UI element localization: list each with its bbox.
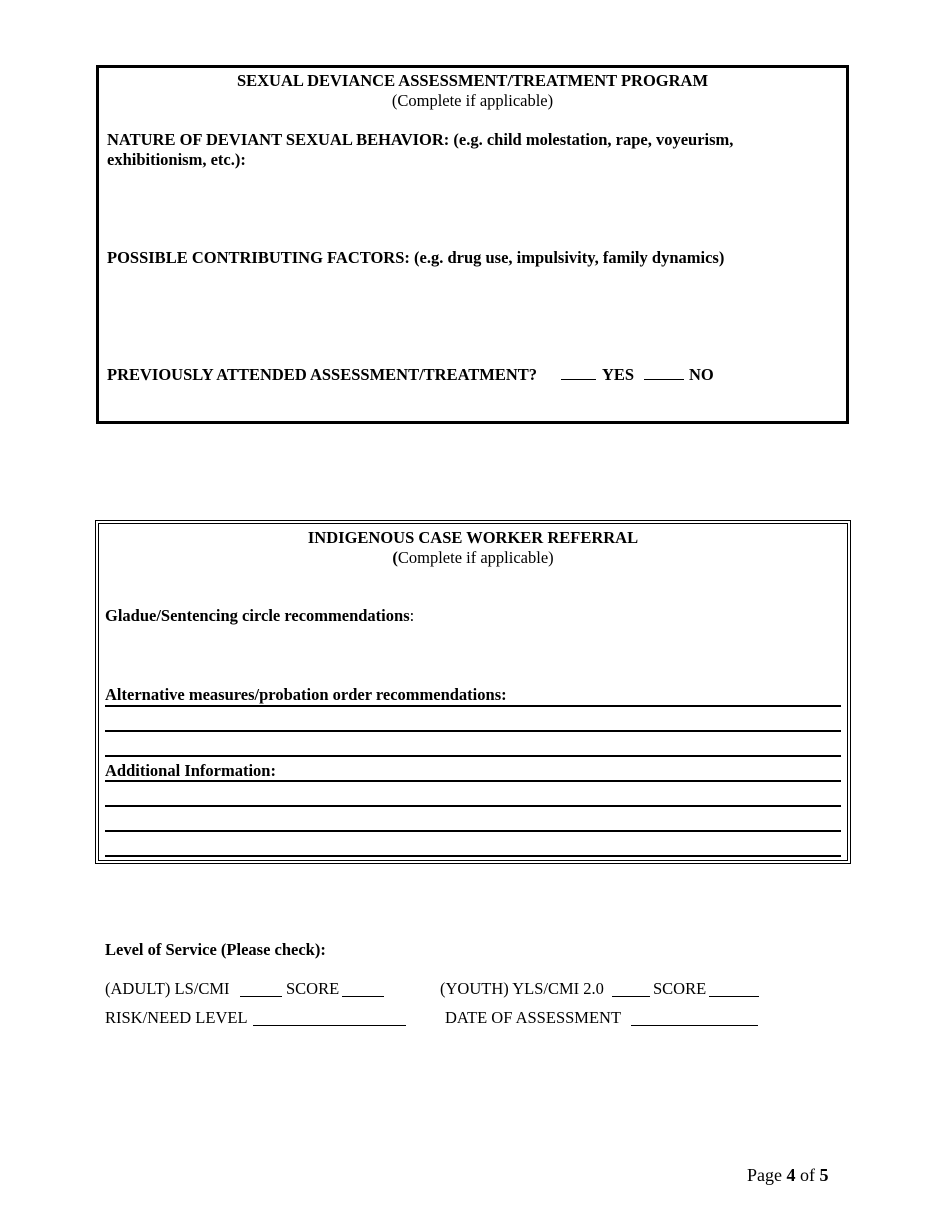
factors-label: POSSIBLE CONTRIBUTING FACTORS: (e.g. drug use, impulsivity, family dynamics) <box>107 248 725 267</box>
youth-ylscmi-label: (YOUTH) YLS/CMI 2.0 <box>440 979 604 998</box>
write-line[interactable] <box>105 780 841 782</box>
section-subtitle: (Complete if applicable) <box>391 91 554 110</box>
page-number <box>747 1165 829 1186</box>
no-checkbox[interactable] <box>644 379 684 380</box>
risk-need-field[interactable] <box>253 1025 406 1026</box>
write-line[interactable] <box>105 855 841 857</box>
alternative-measures-label: Alternative measures/probation order recommendations: <box>105 685 507 704</box>
write-line[interactable] <box>105 755 841 757</box>
date-of-assessment-field[interactable] <box>631 1025 758 1026</box>
subtitle-paren: ( <box>392 548 398 567</box>
sexual-deviance-section <box>96 65 849 424</box>
yes-checkbox[interactable] <box>561 379 596 380</box>
page-current: 4 <box>786 1165 796 1185</box>
factors-field[interactable] <box>107 272 837 358</box>
section-title: SEXUAL DEVIANCE ASSESSMENT/TREATMENT PROGRAM <box>236 71 709 90</box>
adult-score-label: SCORE <box>286 979 340 998</box>
previous-treatment-label: PREVIOUSLY ATTENDED ASSESSMENT/TREATMENT? <box>107 365 538 384</box>
indigenous-referral-section <box>95 520 851 864</box>
additional-info-label: Additional Information: <box>105 761 276 780</box>
gladue-label <box>105 606 414 626</box>
adult-lscmi-checkbox[interactable] <box>240 996 282 997</box>
write-line[interactable] <box>105 830 841 832</box>
section-subtitle <box>99 548 847 568</box>
write-line[interactable] <box>105 805 841 807</box>
gladue-colon: : <box>409 606 415 625</box>
risk-need-label: RISK/NEED LEVEL <box>105 1008 248 1027</box>
yes-label: YES <box>602 365 635 384</box>
nature-field[interactable] <box>107 176 837 242</box>
service-heading: Level of Service (Please check): <box>105 940 326 959</box>
gladue-label-text: Gladue/Sentencing circle recommendations <box>105 606 410 625</box>
page-word: Page <box>747 1165 782 1185</box>
section-title: INDIGENOUS CASE WORKER REFERRAL <box>307 528 639 547</box>
page-total: 5 <box>819 1165 829 1185</box>
no-label: NO <box>689 365 714 384</box>
write-line[interactable] <box>105 705 841 707</box>
gladue-field[interactable] <box>105 628 841 678</box>
subtitle-rest: Complete if applicable) <box>397 548 554 567</box>
youth-score-field[interactable] <box>709 996 759 997</box>
write-line[interactable] <box>105 730 841 732</box>
youth-ylscmi-checkbox[interactable] <box>612 996 650 997</box>
of-word: of <box>800 1165 815 1185</box>
nature-label: NATURE OF DEVIANT SEXUAL BEHAVIOR: (e.g. child molestation, rape, voyeurism, exhibitionism, etc.): <box>107 130 734 169</box>
adult-lscmi-label: (ADULT) LS/CMI <box>105 979 230 998</box>
youth-score-label: SCORE <box>653 979 707 998</box>
date-of-assessment-label: DATE OF ASSESSMENT <box>445 1008 622 1027</box>
adult-score-field[interactable] <box>342 996 384 997</box>
